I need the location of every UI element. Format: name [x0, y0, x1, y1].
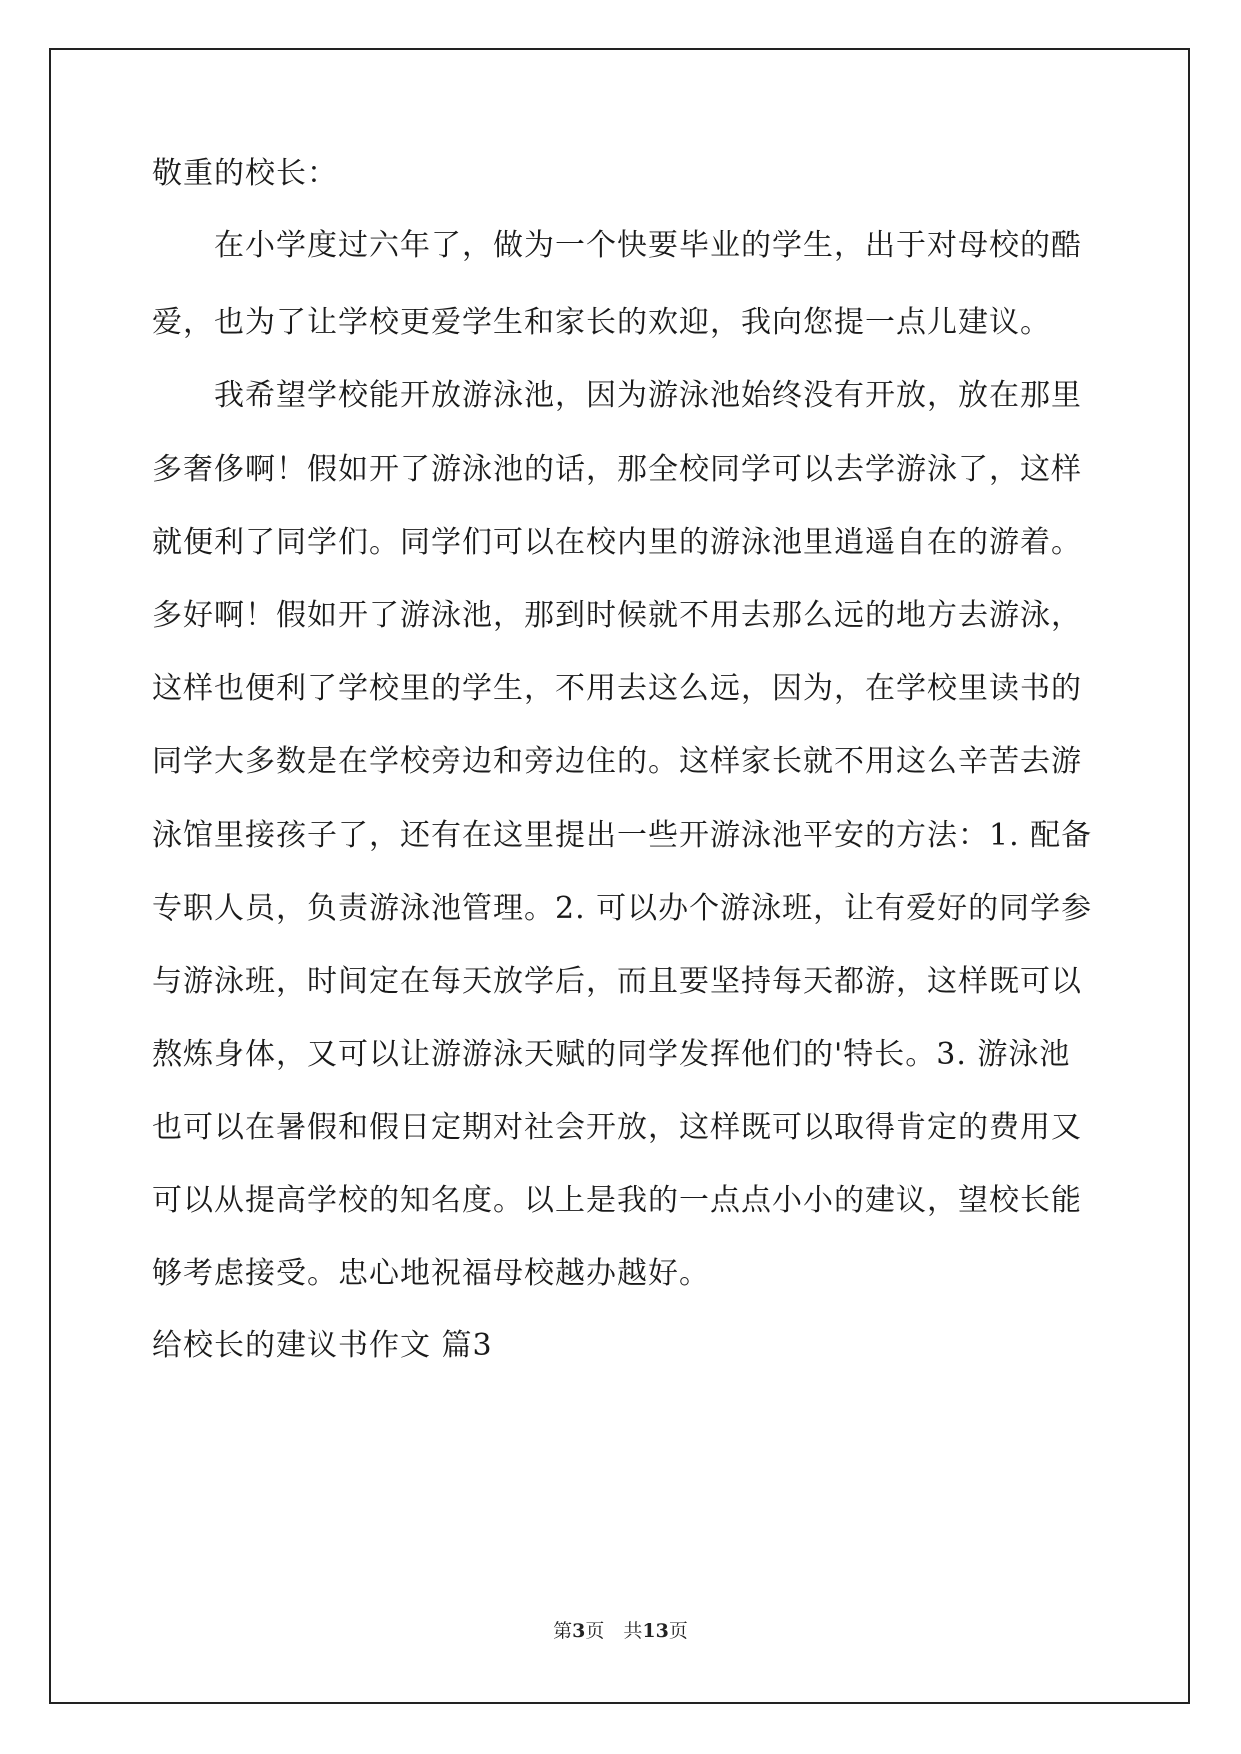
paragraph-line: 泳馆里接孩子了，还有在这里提出一些开游泳池平安的方法：1. 配备 — [152, 818, 1093, 853]
paragraph-line: 就便利了同学们。同学们可以在校内里的游泳池里逍遥自在的游着。 — [152, 525, 1082, 560]
footer-mid: 页 共 — [585, 1620, 643, 1642]
paragraph-line: 也可以在暑假和假日定期对社会开放，这样既可以取得肯定的费用又 — [152, 1110, 1082, 1145]
paragraph-line: 我希望学校能开放游泳池，因为游泳池始终没有开放，放在那里 — [214, 378, 1082, 413]
page-number: 3 — [572, 1620, 586, 1642]
paragraph-line: 专职人员，负责游泳池管理。2. 可以办个游泳班，让有爱好的同学参 — [152, 891, 1093, 926]
section-heading: 给校长的建议书作文 篇3 — [152, 1328, 493, 1363]
paragraph-line: 与游泳班，时间定在每天放学后，而且要坚持每天都游，这样既可以 — [152, 964, 1082, 999]
total-pages: 13 — [642, 1620, 669, 1642]
page-footer — [0, 1618, 1241, 1644]
paragraph-line: 够考虑接受。忠心地祝福母校越办越好。 — [152, 1256, 710, 1291]
paragraph-line: 爱，也为了让学校更爱学生和家长的欢迎，我向您提一点儿建议。 — [152, 305, 1051, 340]
salutation: 敬重的校长： — [152, 156, 338, 191]
paragraph-line: 同学大多数是在学校旁边和旁边住的。这样家长就不用这么辛苦去游 — [152, 744, 1082, 779]
paragraph-line: 多好啊！假如开了游泳池，那到时候就不用去那么远的地方去游泳， — [152, 598, 1082, 633]
paragraph-line: 在小学度过六年了，做为一个快要毕业的学生，出于对母校的酷 — [214, 228, 1082, 263]
page-border — [49, 48, 1190, 1704]
footer-prefix: 第 — [553, 1620, 573, 1642]
footer-suffix: 页 — [668, 1620, 688, 1642]
paragraph-line: 可以从提高学校的知名度。以上是我的一点点小小的建议，望校长能 — [152, 1183, 1082, 1218]
paragraph-line: 多奢侈啊！假如开了游泳池的话，那全校同学可以去学游泳了，这样 — [152, 452, 1082, 487]
paragraph-line: 熬炼身体，又可以让游游泳天赋的同学发挥他们的'特长。3. 游泳池 — [152, 1037, 1071, 1072]
paragraph-line: 这样也便利了学校里的学生，不用去这么远，因为，在学校里读书的 — [152, 671, 1082, 706]
